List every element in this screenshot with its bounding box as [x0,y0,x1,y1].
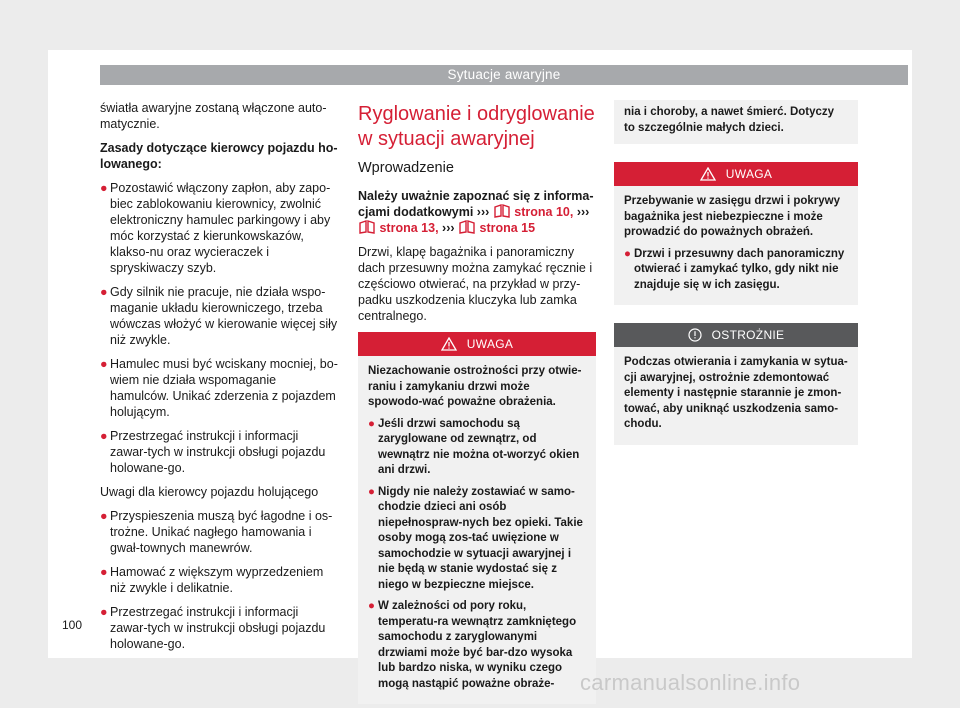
towing-driver-heading: Uwagi dla kierowcy pojazdu holującego [100,485,319,499]
warning-header: UWAGA [358,332,596,356]
column-right [614,100,858,463]
book-reference-icon [358,220,376,234]
caution-header: OSTROŻNIE [614,323,858,347]
body-text: Drzwi, klapę bagażnika i panoramiczny dach przesuwny można zamykać ręcznie i częściowo otwierać, na przykład w przy-padku uszkodzenia kluczyka lub zamka centralnego. [358,245,593,323]
list-item: ● Drzwi i przesuwny dach panoramiczny otwierać i zamykać tylko, gdy nikt nie znajduje się w ich zasięgu. [624,247,848,294]
list-item: ● Hamować z większym wyprzedzeniem niż zwykle i delikatnie. [100,565,324,595]
bullet-icon: ● [100,429,108,443]
section-title: Ryglowanie i odryglowanie w sytuacji awaryjnej [358,103,595,150]
warning-continuation: nia i choroby, a nawet śmierć. Dotyczy to szczególnie małych dzieci. [614,100,858,144]
bullet-icon: ● [100,181,108,195]
bullet-icon: ● [624,247,631,260]
warning-box [614,162,858,305]
bullet-icon: ● [100,509,108,523]
reference-paragraph: Należy uważnie zapoznać się z informa-cjami dodatkowymi ››› strona 10, ››› strona 13, ››› strona 15 [358,189,594,235]
list-item: ● Przyspieszenia muszą być łagodne i os-trożne. Unikać nagłego hamowania i gwał-townych manewrów. [100,509,333,555]
list-item: ● Przestrzegać instrukcji i informacji zawar-tych w instrukcji obsługi pojazdu holowane-go. [100,605,326,651]
warning-triangle-icon [700,167,716,181]
info-circle-icon [688,328,702,342]
bullet-icon: ● [100,605,108,619]
list-item: ● Gdy silnik nie pracuje, nie działa wspo-maganie układu kierowniczego, trzeba wówczas włożyć w kierowanie więcej siły niż zwykle. [100,285,338,347]
bullet-icon: ● [100,285,108,299]
book-reference-icon [458,220,476,234]
bullet-icon: ● [368,485,375,498]
section-subtitle: Wprowadzenie [358,160,454,176]
page-reference-link[interactable]: strona 15 [479,221,536,235]
warning-intro: Niezachowanie ostrożności przy otwie-raniu i zamykaniu drzwi może spowodo-wać poważne obrażenia. [368,365,582,408]
bullet-icon: ● [100,565,108,579]
section-header: Sytuacje awaryjne [100,65,908,85]
column-left [100,100,338,660]
list-item: ● Nigdy nie należy zostawiać w samo-chodzie dzieci ani osób niepełnospraw-nych bez opieki. Takie osoby mogą zos-tać uwięzione w samochodzie w sytuacji awaryjnej i nie będą w stanie wydostać się z niego w bezpieczne miejsce. [368,485,586,594]
caution-text: Podczas otwierania i zamykania w sytua-cji awaryjnej, ostrożnie zdemontować elementy i następnie starannie je zmon-tować, aby uniknąć uszkodzenia samo-chodu. [624,356,848,430]
bullet-icon: ● [368,417,375,430]
warning-intro: Przebywanie w zasięgu drzwi i pokrywy bagażnika jest niebezpieczne i może prowadzić do poważnych obrażeń. [624,195,841,238]
page-reference-link[interactable]: strona 13, [379,221,439,235]
book-reference-icon [493,204,511,218]
page-reference-link[interactable]: strona 10, [514,205,574,219]
list-item: ● Przestrzegać instrukcji i informacji zawar-tych w instrukcji obsługi pojazdu holowane-go. [100,429,326,475]
intro-text: światła awaryjne zostaną włączone auto-matycznie. [100,101,327,131]
list-item: ● Hamulec musi być wciskany mocniej, bo-wiem nie działa wspomaganie hamulców. Unikać zderzenia z pojazdem holującym. [100,357,338,419]
towed-driver-heading: Zasady dotyczące kierowcy pojazdu ho-lowanego: [100,141,338,171]
watermark: carmanualsonline.info [580,670,801,695]
caution-box [614,323,858,445]
column-middle [358,102,596,708]
bullet-icon: ● [368,600,375,612]
warning-triangle-icon [441,337,457,351]
bullet-icon: ● [100,357,108,371]
warning-box [358,332,596,704]
list-item: ● Pozostawić włączony zapłon, aby zapo-biec zablokowaniu kierownicy, zwolnić elektroniczny hamulec parkingowy i aby móc korzystać z kierunkowskazów, klakso-nu oraz wycieraczek i spryskiwaczy szyb. [100,181,331,275]
warning-header: UWAGA [614,162,858,186]
list-item: ● W zależności od pory roku, temperatu-ra wewnątrz zamkniętego samochodu z zaryglowanymi drzwiami może być bar-dzo wysoka lub bardzo niska, w wyniku czego mogą nastąpić poważne obraże- [368,599,586,692]
page-number: 100 [62,618,83,632]
list-item: ● Jeśli drzwi samochodu są zaryglowane od zewnątrz, od wewnątrz nie można ot-worzyć okien ani drzwi. [368,417,586,479]
